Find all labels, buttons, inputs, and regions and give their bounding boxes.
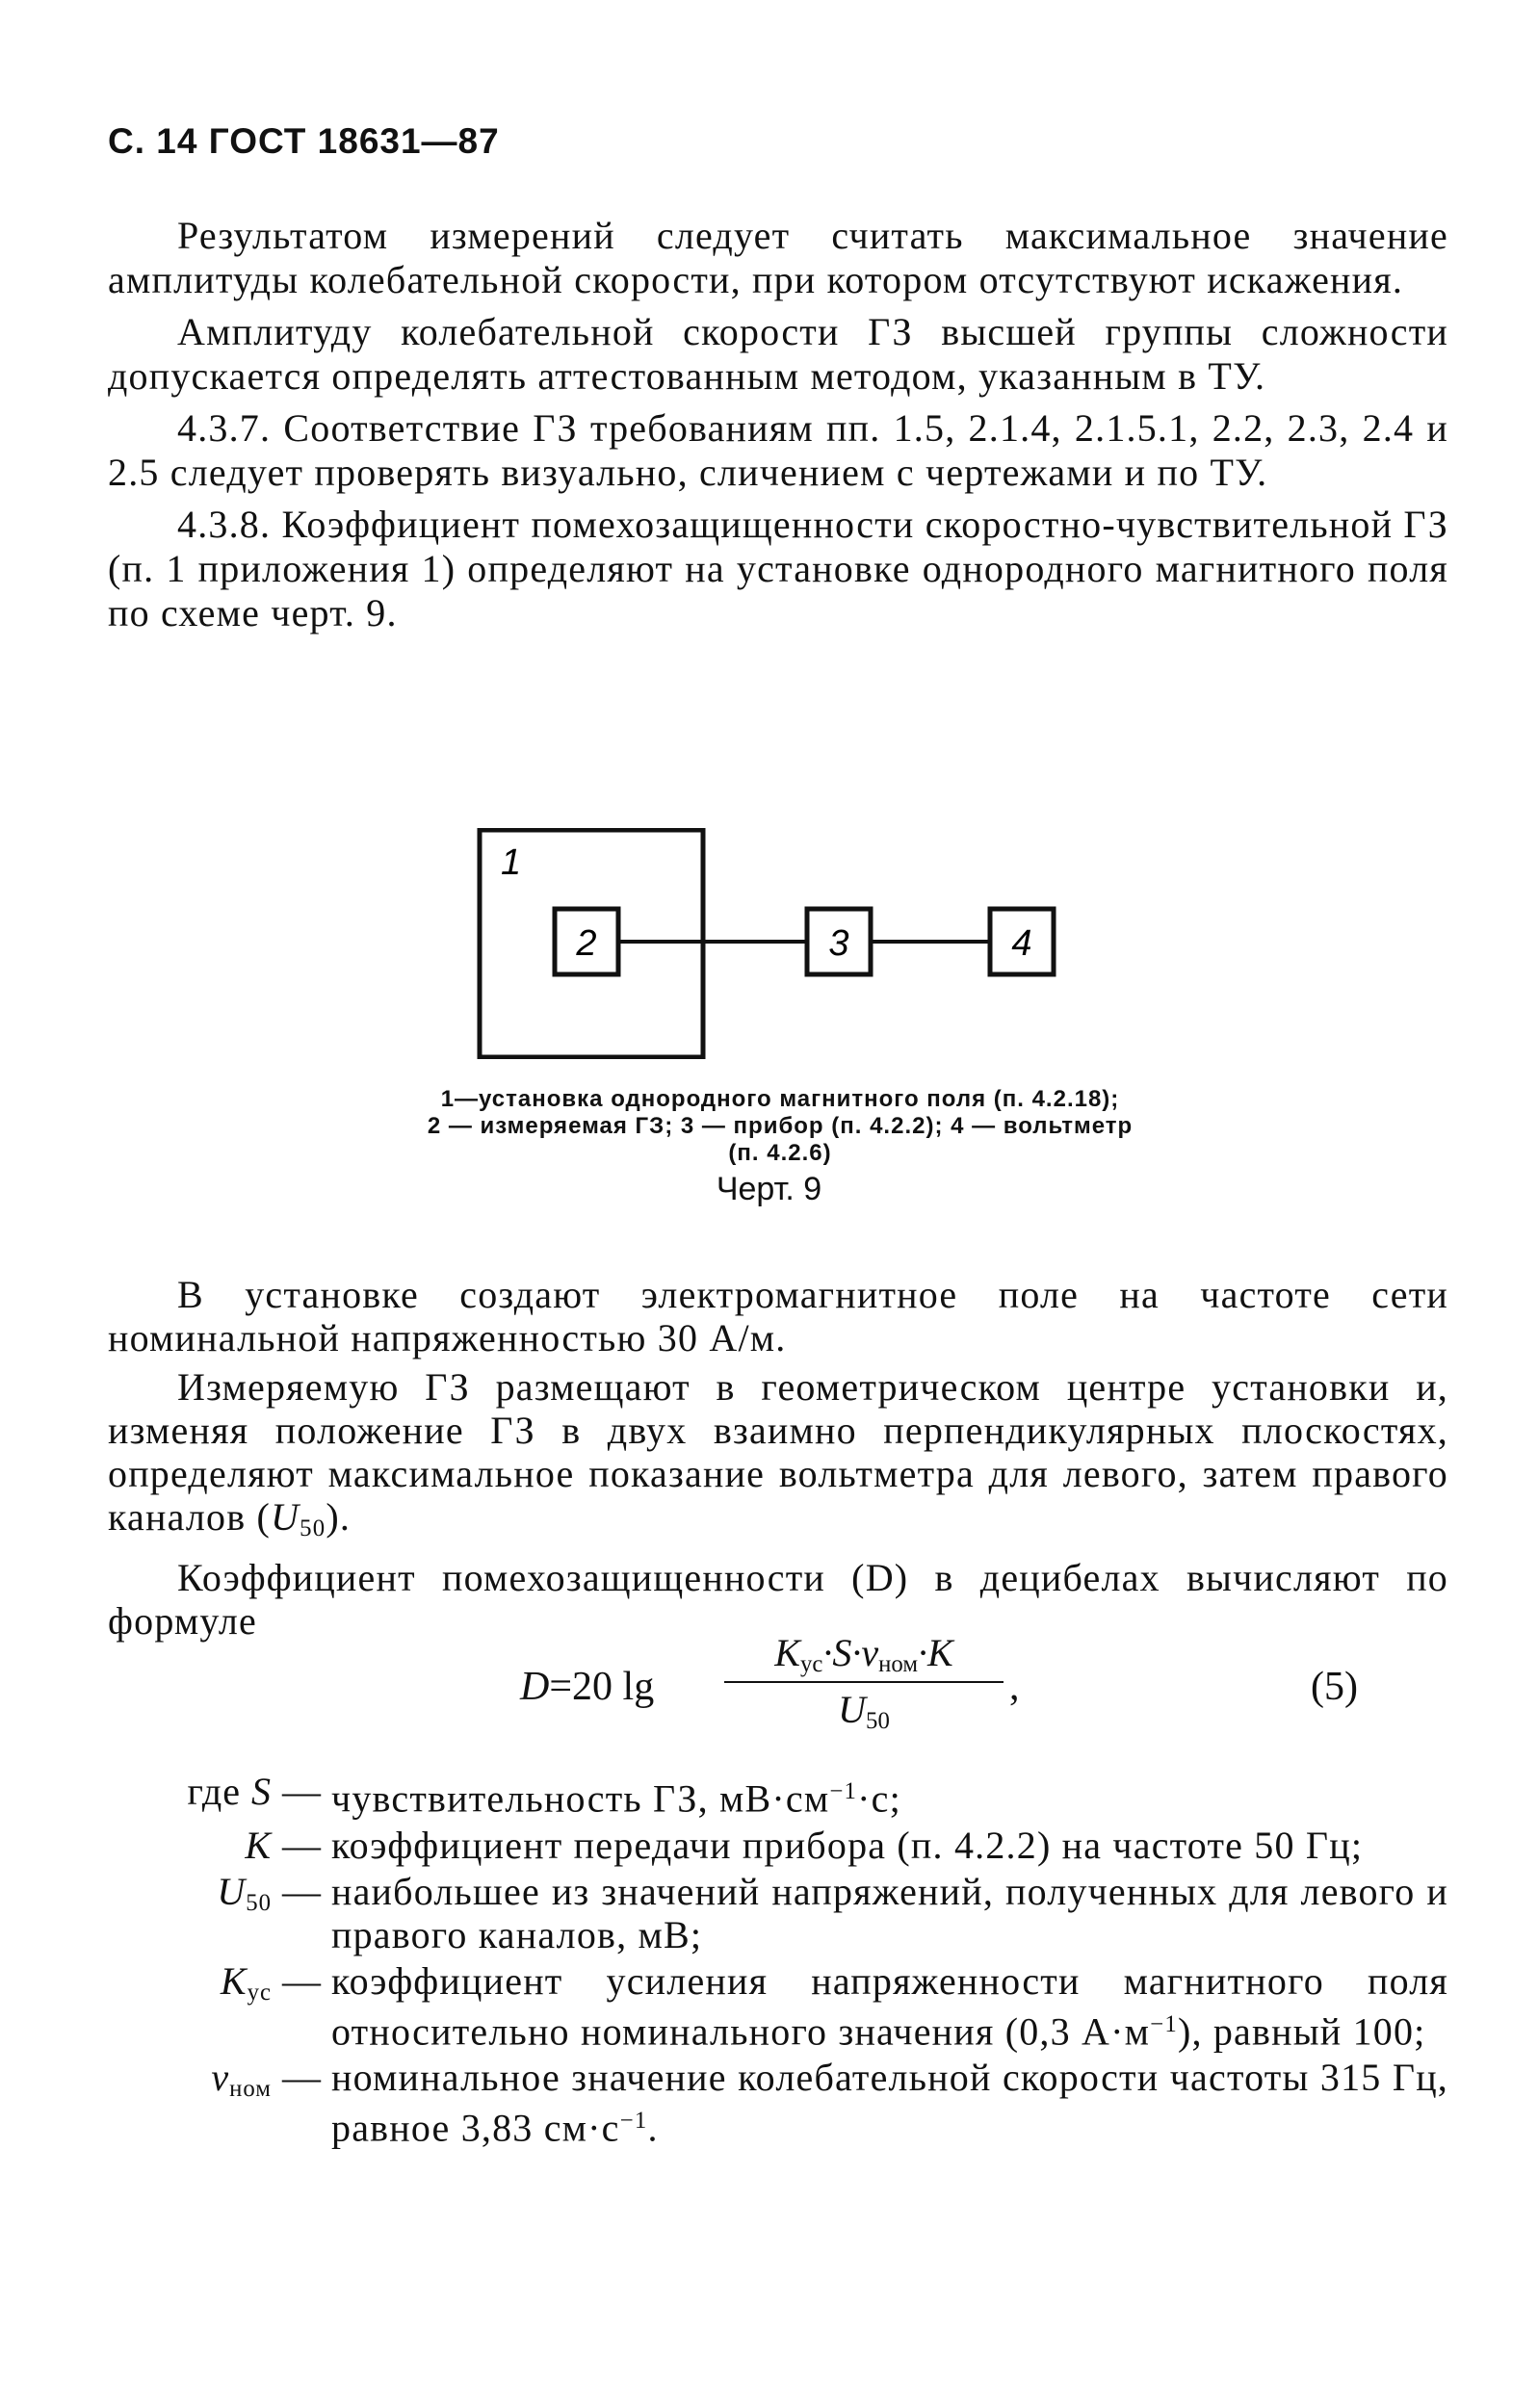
definition-text: наибольшее из значений напряжений, полученных для левого и правого каналов, мВ;: [331, 1869, 1448, 1956]
block-1-label: 1: [501, 842, 522, 883]
paragraph: 4.3.8. Коэффициент помехозащищенности скоростно-чувствительной ГЗ (п. 1 приложения 1) определяют на установке однородного магнитного поля по схеме черт. 9.: [108, 503, 1448, 634]
definition-symbol: $v_{ном}$ —: [211, 2056, 322, 2103]
body-text-top: [108, 214, 1448, 643]
block-diagram: [472, 828, 1088, 1059]
formula-number: (5): [1311, 1665, 1358, 1709]
block-2-label: 2: [576, 923, 597, 964]
paragraph: В установке создают электромагнитное поле на частоте сети номинальной напряженностью 30 А/м.: [108, 1273, 1448, 1359]
block-4-label: 4: [1011, 923, 1032, 964]
caption-line: 2 — измеряемая ГЗ; 3 — прибор (п. 4.2.2); 4 — вольтметр: [427, 1113, 1134, 1139]
formula-numerator: $K_{ус}\cdot S\cdot v_{ном}\cdot K$: [774, 1631, 953, 1678]
diagram-svg: [472, 828, 1088, 1059]
block-3-label: 3: [828, 923, 849, 964]
paragraph-text: Измеряемую ГЗ размещают в геометрическом центре установки и, изменяя положение ГЗ в двух взаимно перпендикулярных плоскостях, определяют максимальное показание вольтметра для левого, затем правого каналов: [108, 1365, 1448, 1539]
paragraph: 4.3.7. Соответствие ГЗ требованиям пп. 1.5, 2.1.4, 2.1.5.1, 2.2, 2.3, 2.4 и 2.5 следует проверять визуально, сличением с чертежами и по ТУ.: [108, 406, 1448, 494]
figure-title: Черт. 9: [716, 1171, 822, 1207]
definition-item: [108, 1824, 1448, 1867]
definition-text: чувствительность ГЗ, $мВ\cdot см^{-1}\cdot с$;: [331, 1776, 901, 1821]
definition-text: номинальное значение колебательной скорости частоты 315 Гц, равное 3,83 $см\cdot с^{-1}$.: [331, 2056, 1448, 2150]
paragraph: Амплитуду колебательной скорости ГЗ высшей группы сложности допускается определять аттестованным методом, указанным в ТУ.: [108, 310, 1448, 398]
definition-symbol: где S —: [187, 1770, 322, 1813]
definition-item: [108, 1770, 1448, 1821]
definition-symbol: K —: [245, 1823, 322, 1867]
formula-comma: ,: [1009, 1665, 1020, 1709]
caption-line: (п. 4.2.6): [728, 1140, 832, 1166]
definition-text: коэффициент передачи прибора (п. 4.2.2) на частоте 50 Гц;: [331, 1823, 1364, 1867]
definitions-list: [108, 1770, 1448, 2153]
caption-line: 1—установка однородного магнитного поля (п. 4.2.18);: [440, 1086, 1120, 1112]
formula-5: [501, 1627, 1368, 1752]
definition-item: [108, 1959, 1448, 2054]
page-header: С. 14 ГОСТ 18631—87: [108, 121, 500, 161]
body-text-lower: [108, 1273, 1448, 1648]
formula-denominator: $U_{50}$: [838, 1688, 890, 1735]
formula-fraction: [724, 1627, 1004, 1747]
definition-item: [108, 1870, 1448, 1956]
definition-text: коэффициент усиления напряженности магнитного поля относительно номинального значения (0,3 $А\cdot м^{-1}$), равный 100;: [331, 1958, 1448, 2054]
figure-caption: [347, 1086, 1213, 1167]
paragraph: Результатом измерений следует считать максимальное значение амплитуды колебательной скорости, при котором отсутствуют искажения.: [108, 214, 1448, 301]
definition-item: [108, 2056, 1448, 2150]
fraction-bar: [724, 1681, 1004, 1683]
formula-lhs: D=20 lg: [520, 1665, 655, 1709]
paragraph: Коэффициент помехозащищенности (D) в децибелах вычисляют по формуле: [108, 1556, 1448, 1644]
paragraph: Измеряемую ГЗ размещают в геометрическом центре установки и, изменяя положение ГЗ в двух взаимно перпендикулярных плоскостях, определяют максимальное показание вольтметра для левого, затем правого каналов $(U_{50})$.: [108, 1365, 1448, 1542]
definition-symbol: $U_{50}$ —: [217, 1869, 322, 1916]
definition-symbol: $K_{ус}$ —: [220, 1958, 322, 2006]
